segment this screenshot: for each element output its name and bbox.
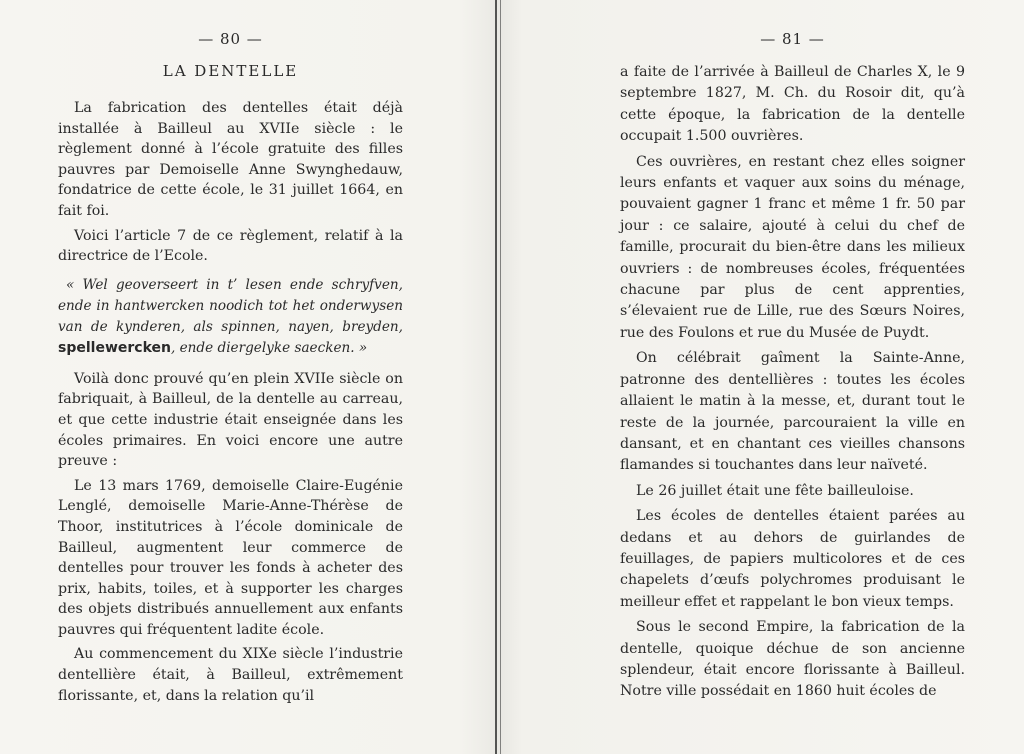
chapter-title: LA DENTELLE	[162, 62, 299, 80]
quotation-word: spellewercken	[58, 339, 171, 356]
page-number: — 81 —	[760, 30, 825, 48]
left-page	[58, 30, 403, 706]
paragraph: Voici l’article 7 de ce règlement, relatif à la directrice de l’Ecole.	[58, 227, 403, 265]
paragraph: Le 26 juillet était une fête bailleuloise.	[636, 482, 914, 499]
paragraph: Au commencement du XIXe siècle l’industrie dentellière était, à Bailleul, extrêmement florissante, et, dans la relation qu’il	[58, 646, 403, 704]
paragraph: Le 13 mars 1769, demoiselle Claire-Eugénie Lenglé, demoiselle Marie-Anne-Thérèse de Thoor, institutrices à l’école dominicale de Bailleul, augmentent leur commerce de dentelles pour trouver les fonds à acheter des prix, habits, toiles, et à supporter les charges des objets distribués annuellement aux enfants pauvres qui fréquentent ladite école.	[58, 477, 403, 638]
quotation-text: « Wel geoverseert in t’ lesen ende schryfven, ende in hantwercken noodich tot het onderwysen van de kynderen, als spinnen, nayen, breyden,	[58, 276, 403, 335]
quotation	[58, 275, 403, 359]
gutter-line	[495, 0, 497, 754]
paragraph: Ces ouvrières, en restant chez elles soigner leurs enfants et vaquer aux soins du ménage, pouvaient gagner 1 franc et même 1 fr. 50 par jour : ce salaire, ajouté à celui du chef de famille, procurait du bien-être dans les milieux ouvriers : de nombreuses écoles, fréquentées chacune par plus de cent apprenties, s’élevaient rue de Lille, rue des Sœurs Noires, rue des Foulons et rue du Musée de Puydt.	[620, 153, 965, 341]
book-gutter	[492, 0, 506, 754]
right-page	[620, 30, 965, 703]
paragraph: Les écoles de dentelles étaient parées au dedans et au dehors de guirlandes de feuillages, de papiers multicolores et de ces chapelets d’œufs polychromes produisant le meilleur effet et rappelant le bon vieux temps.	[620, 508, 965, 610]
gutter-line	[500, 0, 501, 754]
paragraph: On célébrait gaîment la Sainte-Anne, patronne des dentellières : toutes les écoles allaient le matin à la messe, et, durant tout le reste de la journée, parcouraient la ville en dansant, et en chantant ces vieilles chansons flamandes si touchantes dans leur naïveté.	[620, 350, 965, 474]
paragraph: a faite de l’arrivée à Bailleul de Charles X, le 9 septembre 1827, M. Ch. du Rosoir dit, qu’à cette époque, la fabrication de la dentelle occupait 1.500 ouvrières.	[620, 64, 965, 145]
paragraph: Voilà donc prouvé qu’en plein XVIIe siècle on fabriquait, à Bailleul, de la dentelle au carreau, et que cette industrie était enseignée dans les écoles primaires. En voici encore une autre preuve :	[58, 370, 403, 470]
paragraph: La fabrication des dentelles était déjà installée à Bailleul au XVIIe siècle : le règlement donné à l’école gratuite des filles pauvres par Demoiselle Anne Swynghedauw, fondatrice de cette école, le 31 juillet 1664, en fait foi.	[58, 100, 403, 219]
page-number: — 80 —	[198, 30, 263, 48]
paragraph: Sous le second Empire, la fabrication de la dentelle, quoique déchue de son ancienne splendeur, était encore florissante à Bailleul. Notre ville possédait en 1860 huit écoles de	[620, 619, 965, 700]
quotation-text: , ende diergelyke saecken. »	[170, 339, 368, 356]
